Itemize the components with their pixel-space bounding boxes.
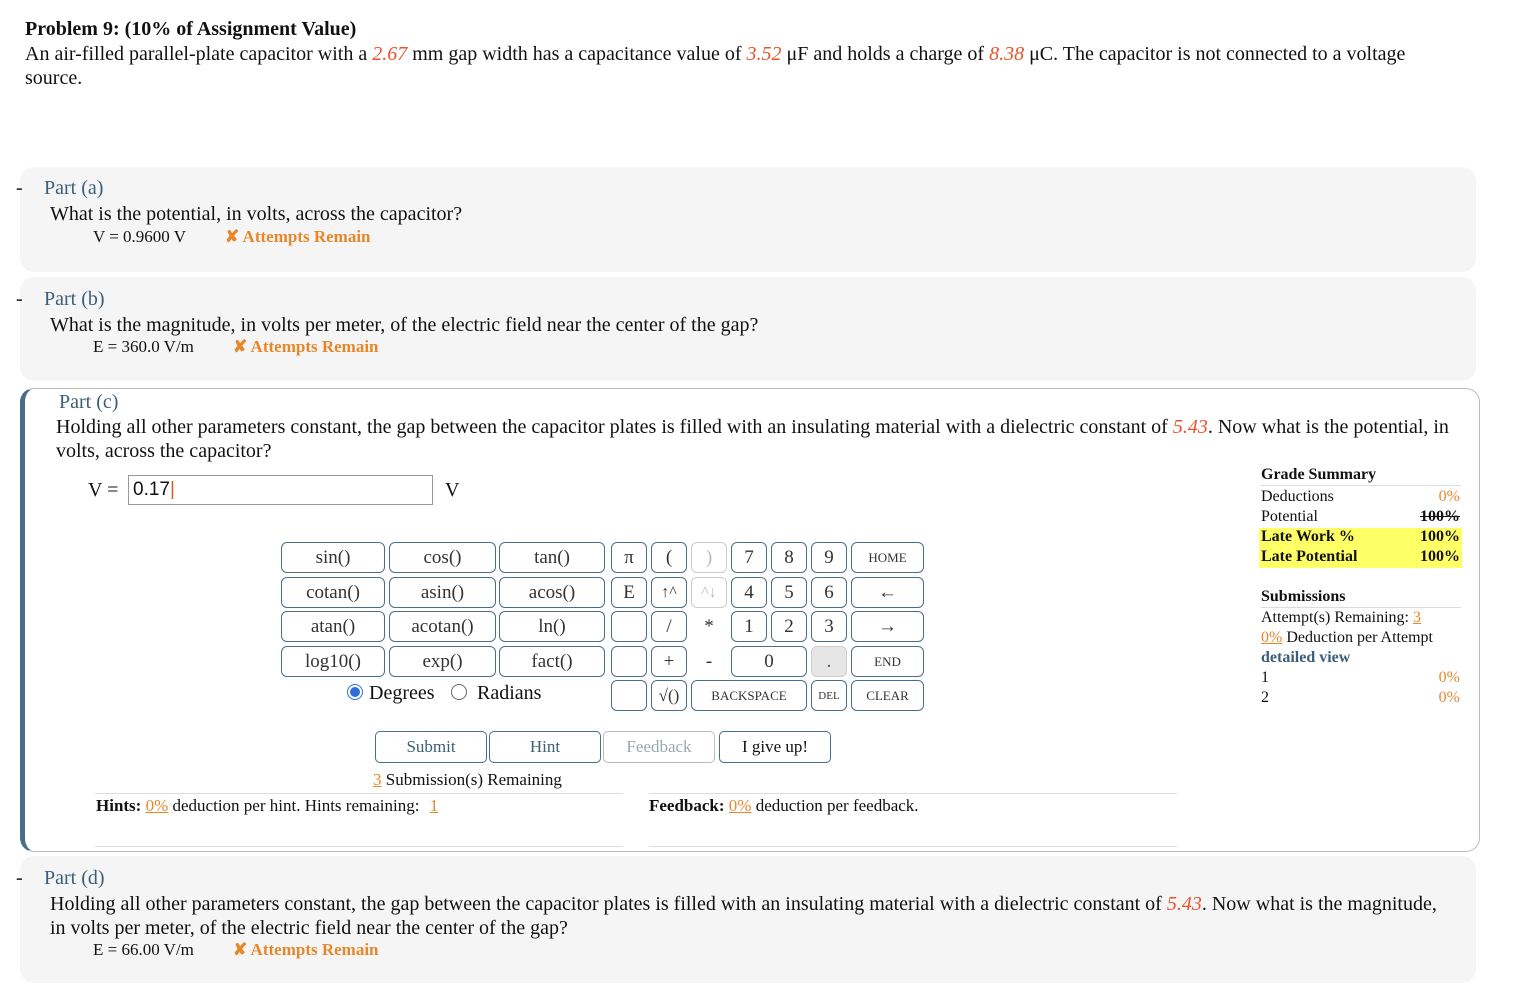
gap-value: 2.67 bbox=[372, 43, 408, 65]
divider bbox=[649, 846, 1177, 847]
part-c-question bbox=[56, 415, 1451, 463]
part-b-question: What is the magnitude, in volts per meter, of the electric field near the center of the gap? bbox=[50, 314, 759, 336]
calc-8-button[interactable]: 8 bbox=[771, 542, 807, 573]
problem-statement bbox=[25, 42, 1465, 90]
attempts-value: 3 bbox=[1412, 609, 1421, 626]
problem-title: Problem 9: (10% of Assignment Value) bbox=[25, 18, 357, 40]
part-b-panel bbox=[16, 277, 1476, 381]
calc-del-button[interactable]: DEL bbox=[811, 680, 847, 711]
capacitance-value: 3.52 bbox=[746, 43, 782, 65]
hint-button[interactable]: Hint bbox=[489, 731, 601, 763]
calc-minus-button[interactable]: - bbox=[691, 646, 727, 677]
calc-right-arrow-icon[interactable]: → bbox=[851, 611, 924, 642]
calc-1-button[interactable]: 1 bbox=[731, 611, 767, 642]
attempts-label: Attempt(s) Remaining: bbox=[1261, 609, 1413, 626]
calc-9-button[interactable]: 9 bbox=[811, 542, 847, 573]
answer-input[interactable] bbox=[128, 475, 433, 505]
part-d-text-2: . Now what is the magnitude, in volts per meter, of the electric field near the center of the gap? bbox=[50, 893, 1437, 939]
calc-home-button[interactable]: HOME bbox=[851, 542, 924, 573]
degrees-radio[interactable] bbox=[347, 684, 363, 700]
late-potential-value: 100% bbox=[1420, 548, 1460, 565]
divider bbox=[649, 793, 1177, 794]
collapse-toggle-a[interactable]: - bbox=[16, 177, 23, 199]
part-c-text-1: Holding all other parameters constant, the gap between the capacitor plates is filled with an insulating material with a dielectric constant of bbox=[56, 416, 1173, 438]
submissions-title: Submissions bbox=[1261, 588, 1346, 605]
radians-radio[interactable] bbox=[451, 684, 467, 700]
attempt-score: 0% bbox=[1438, 669, 1460, 686]
calc-2-button[interactable]: 2 bbox=[771, 611, 807, 642]
degrees-label: Degrees bbox=[369, 682, 435, 704]
calc-asin-button[interactable]: asin() bbox=[389, 577, 496, 608]
attempts-remaining bbox=[1261, 609, 1421, 627]
late-work-label: Late Work % bbox=[1261, 528, 1355, 545]
part-b-answer: E = 360.0 V/m bbox=[93, 337, 194, 356]
calc-blank-button-2[interactable] bbox=[611, 646, 647, 677]
calc-left-arrow-icon[interactable]: ← bbox=[851, 577, 924, 608]
part-d-text-1: Holding all other parameters constant, the gap between the capacitor plates is filled with an insulating material with a dielectric constant of bbox=[50, 893, 1167, 915]
feedback-info bbox=[649, 796, 919, 816]
calc-cotan-button[interactable]: cotan() bbox=[281, 577, 385, 608]
part-a-status: ✘ Attempts Remain bbox=[225, 227, 371, 246]
calc-pi-button[interactable]: π bbox=[611, 542, 647, 573]
calc-rparen-button[interactable]: ) bbox=[691, 542, 727, 573]
calc-7-button[interactable]: 7 bbox=[731, 542, 767, 573]
potential-value: 100% bbox=[1420, 508, 1460, 525]
divider bbox=[95, 793, 623, 794]
part-d-dielectric: 5.43 bbox=[1166, 893, 1202, 915]
give-up-button[interactable]: I give up! bbox=[719, 731, 831, 763]
problem-text-4: μC. The capacitor is not connected to a voltage source. bbox=[25, 43, 1406, 89]
part-b-status: ✘ Attempts Remain bbox=[233, 337, 379, 356]
calc-log10-button[interactable]: log10() bbox=[281, 646, 385, 677]
hints-remaining: 1 bbox=[429, 796, 439, 815]
calc-sin-button[interactable]: sin() bbox=[281, 542, 385, 573]
problem-text-2: mm gap width has a capacitance value of bbox=[407, 43, 747, 65]
feedback-text: deduction per feedback. bbox=[751, 796, 919, 815]
calc-exp-button[interactable]: exp() bbox=[389, 646, 496, 677]
calc-clear-button[interactable]: CLEAR bbox=[851, 680, 924, 711]
calc-5-button[interactable]: 5 bbox=[771, 577, 807, 608]
part-d-panel bbox=[16, 856, 1476, 983]
part-c-title[interactable]: Part (c) bbox=[59, 391, 119, 413]
calc-ln-button[interactable]: ln() bbox=[499, 611, 605, 642]
part-c-text-2: . Now what is the potential, in volts, across the capacitor? bbox=[56, 416, 1449, 462]
feedback-label: Feedback: bbox=[649, 796, 725, 815]
part-a-answer: V = 0.9600 V bbox=[93, 227, 187, 246]
deductions-value: 0% bbox=[1438, 488, 1460, 505]
part-b-title[interactable]: Part (b) bbox=[44, 288, 105, 310]
submissions-remaining bbox=[373, 770, 562, 790]
calc-lparen-button[interactable]: ( bbox=[651, 542, 687, 573]
part-c-dielectric: 5.43 bbox=[1172, 416, 1208, 438]
deduction-value: 0% bbox=[1261, 629, 1283, 646]
calc-6-button[interactable]: 6 bbox=[811, 577, 847, 608]
answer-unit: V bbox=[445, 479, 460, 501]
calc-3-button[interactable]: 3 bbox=[811, 611, 847, 642]
divider bbox=[95, 846, 623, 847]
calc-divide-button[interactable]: / bbox=[651, 611, 687, 642]
calc-tan-button[interactable]: tan() bbox=[499, 542, 605, 573]
calc-0-button[interactable]: 0 bbox=[731, 646, 807, 677]
calc-e-button[interactable]: E bbox=[611, 577, 647, 608]
divider bbox=[1261, 485, 1461, 486]
collapse-toggle-b[interactable]: - bbox=[16, 288, 23, 310]
late-work-value: 100% bbox=[1420, 528, 1460, 545]
calc-multiply-button[interactable]: * bbox=[691, 611, 727, 642]
grade-summary-title: Grade Summary bbox=[1261, 466, 1377, 483]
part-d-question bbox=[50, 892, 1450, 940]
calc-atan-button[interactable]: atan() bbox=[281, 611, 385, 642]
deductions-label: Deductions bbox=[1261, 488, 1334, 505]
hints-info bbox=[96, 796, 444, 816]
hints-deduction: 0% bbox=[145, 796, 169, 815]
calc-fact-button[interactable]: fact() bbox=[499, 646, 605, 677]
feedback-deduction: 0% bbox=[728, 796, 752, 815]
problem-text-3: μF and holds a charge of bbox=[781, 43, 990, 65]
potential-label: Potential bbox=[1261, 508, 1318, 525]
hints-text: deduction per hint. Hints remaining: bbox=[168, 796, 424, 815]
calc-down-button[interactable]: ^↓ bbox=[691, 577, 727, 608]
detailed-view-link[interactable]: detailed view bbox=[1261, 649, 1351, 666]
part-d-status: ✘ Attempts Remain bbox=[233, 940, 379, 959]
submissions-text: Submission(s) Remaining bbox=[381, 770, 562, 789]
submit-button[interactable]: Submit bbox=[375, 731, 487, 763]
part-d-answer: E = 66.00 V/m bbox=[93, 940, 194, 959]
calc-blank-button-3[interactable] bbox=[611, 680, 647, 711]
calc-4-button[interactable]: 4 bbox=[731, 577, 767, 608]
late-potential-label: Late Potential bbox=[1261, 548, 1358, 565]
calc-dot-button[interactable]: . bbox=[811, 646, 847, 677]
divider bbox=[1261, 607, 1461, 608]
radians-label: Radians bbox=[477, 682, 542, 704]
answer-label: V = bbox=[88, 479, 119, 501]
calc-plus-button[interactable]: + bbox=[651, 646, 687, 677]
problem-text-1: An air-filled parallel-plate capacitor with a bbox=[25, 43, 373, 65]
part-a-question: What is the potential, in volts, across the capacitor? bbox=[50, 203, 463, 225]
calc-acotan-button[interactable]: acotan() bbox=[389, 611, 496, 642]
collapse-toggle-d[interactable]: - bbox=[16, 867, 23, 889]
part-a-title[interactable]: Part (a) bbox=[44, 177, 104, 199]
calc-backspace-button[interactable]: BACKSPACE bbox=[691, 680, 807, 711]
charge-value: 8.38 bbox=[989, 43, 1025, 65]
hints-label: Hints: bbox=[96, 796, 142, 815]
deduction-label: Deduction per Attempt bbox=[1282, 629, 1433, 646]
part-d-title[interactable]: Part (d) bbox=[44, 867, 105, 889]
text-cursor: | bbox=[169, 479, 175, 500]
calc-end-button[interactable]: END bbox=[851, 646, 924, 677]
attempt-number: 2 bbox=[1261, 689, 1269, 706]
calc-up-button[interactable]: ↑^ bbox=[651, 577, 687, 608]
calc-blank-button-1[interactable] bbox=[611, 611, 647, 642]
deduction-per-attempt bbox=[1261, 629, 1433, 647]
calc-sqrt-button[interactable]: √() bbox=[651, 680, 687, 711]
submissions-count: 3 bbox=[373, 770, 382, 789]
attempt-score: 0% bbox=[1438, 689, 1460, 706]
answer-input-value: 0.17 bbox=[133, 479, 170, 500]
part-a-panel bbox=[16, 167, 1476, 272]
attempt-number: 1 bbox=[1261, 669, 1269, 686]
calc-cos-button[interactable]: cos() bbox=[389, 542, 496, 573]
calc-acos-button[interactable]: acos() bbox=[499, 577, 605, 608]
feedback-button[interactable]: Feedback bbox=[603, 731, 715, 763]
